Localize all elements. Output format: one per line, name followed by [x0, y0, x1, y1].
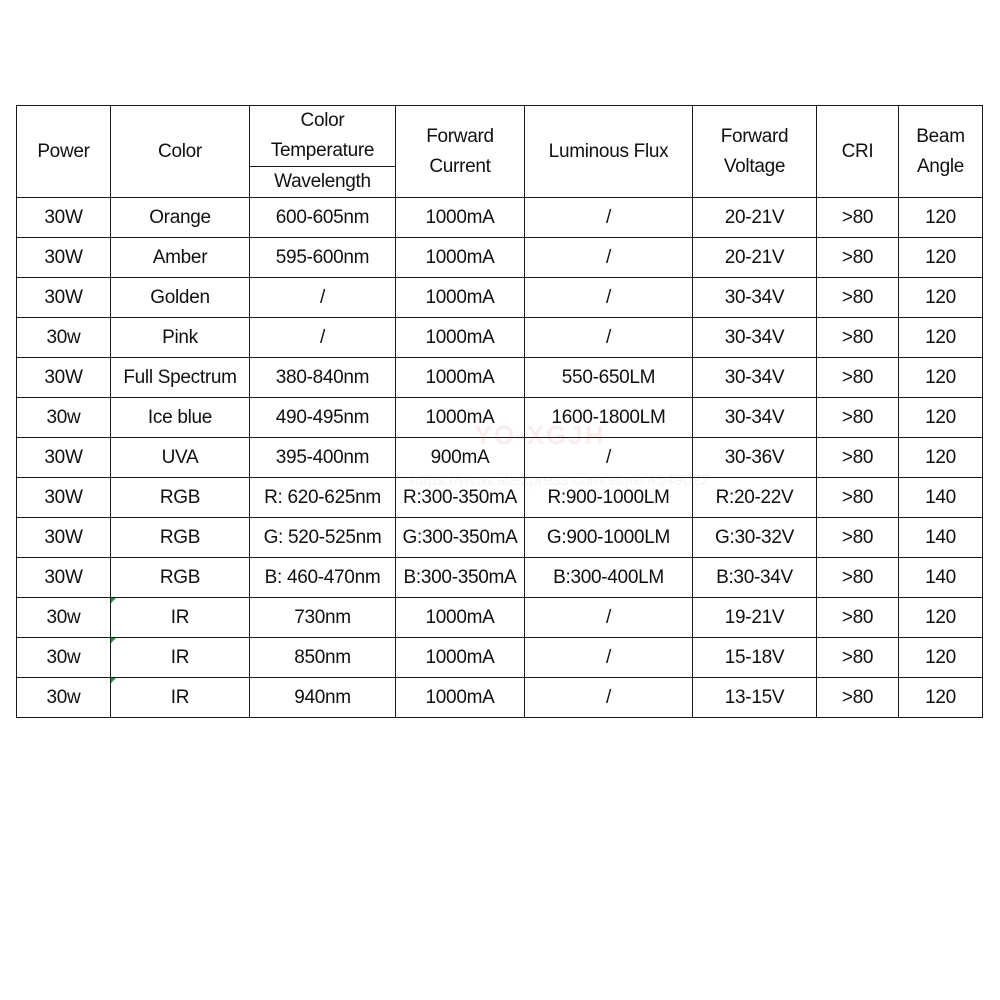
header-power: Power: [17, 106, 111, 198]
table-row: [17, 358, 983, 398]
cell-power: 30w: [17, 638, 111, 678]
cell-beam: 120: [899, 238, 983, 278]
cell-power: 30w: [17, 678, 111, 718]
header-cri: CRI: [817, 106, 899, 198]
header-forward-voltage-line1: Forward: [720, 125, 789, 147]
cell-cri: >80: [817, 278, 899, 318]
cell-flux: B:300-400LM: [525, 558, 693, 598]
cell-voltage: 30-34V: [693, 398, 817, 438]
cell-beam: 120: [899, 398, 983, 438]
cell-power: 30w: [17, 598, 111, 638]
cell-color: Full Spectrum: [111, 358, 250, 398]
cell-color: Golden: [111, 278, 250, 318]
cell-current: 1000mA: [396, 198, 525, 238]
table-row: [17, 598, 983, 638]
cell-power: 30W: [17, 518, 111, 558]
header-beam-angle: [899, 106, 983, 198]
cell-beam: 120: [899, 318, 983, 358]
table-row: [17, 198, 983, 238]
cell-cri: >80: [817, 518, 899, 558]
cell-power: 30w: [17, 318, 111, 358]
cell-power: 30W: [17, 438, 111, 478]
table-row: [17, 318, 983, 358]
cell-color: Ice blue: [111, 398, 250, 438]
cell-wavelength: /: [250, 318, 396, 358]
header-forward-current-line1: Forward: [426, 125, 494, 147]
watermark-brand: YO-XGJH: [474, 420, 606, 450]
header-color: Color: [111, 106, 250, 198]
header-beam-angle-line1: Beam: [916, 125, 965, 147]
cell-wavelength: 600-605nm: [250, 198, 396, 238]
cell-flux: /: [525, 598, 693, 638]
cell-voltage: 15-18V: [693, 638, 817, 678]
cell-voltage: G:30-32V: [693, 518, 817, 558]
cell-wavelength: 395-400nm: [250, 438, 396, 478]
cell-voltage: R:20-22V: [693, 478, 817, 518]
cell-current: B:300-350mA: [396, 558, 525, 598]
cell-cri: >80: [817, 358, 899, 398]
cell-current: 1000mA: [396, 238, 525, 278]
cell-beam: 140: [899, 518, 983, 558]
cell-wavelength: 595-600nm: [250, 238, 396, 278]
table-row: [17, 238, 983, 278]
cell-current: G:300-350mA: [396, 518, 525, 558]
cell-current: 1000mA: [396, 598, 525, 638]
watermark-url: https://www.aliexpress.com/store/4549022: [410, 472, 710, 489]
cell-current: 1000mA: [396, 398, 525, 438]
cell-color: IR: [111, 638, 250, 678]
cell-wavelength: 490-495nm: [250, 398, 396, 438]
header-forward-current-line2: Current: [429, 155, 491, 177]
cell-cri: >80: [817, 438, 899, 478]
cell-voltage: 13-15V: [693, 678, 817, 718]
table-row: [17, 478, 983, 518]
header-color-temperature: [250, 106, 396, 167]
cell-voltage: 30-34V: [693, 358, 817, 398]
cell-cri: >80: [817, 638, 899, 678]
cell-voltage: 30-34V: [693, 278, 817, 318]
table-header: [17, 106, 983, 198]
cell-cri: >80: [817, 478, 899, 518]
cell-power: 30W: [17, 238, 111, 278]
cell-color: IR: [111, 598, 250, 638]
cell-wavelength: 730nm: [250, 598, 396, 638]
table-body: [17, 198, 983, 718]
cell-current: 1000mA: [396, 638, 525, 678]
cell-beam: 120: [899, 358, 983, 398]
cell-wavelength: /: [250, 278, 396, 318]
cell-flux: /: [525, 438, 693, 478]
cell-flux: 550-650LM: [525, 358, 693, 398]
cell-cri: >80: [817, 398, 899, 438]
cell-voltage: 30-36V: [693, 438, 817, 478]
led-spec-table: [16, 105, 983, 718]
cell-beam: 120: [899, 638, 983, 678]
table-row: [17, 398, 983, 438]
cell-voltage: 20-21V: [693, 198, 817, 238]
cell-current: 1000mA: [396, 678, 525, 718]
table-row: [17, 438, 983, 478]
cell-comment-marker: [111, 598, 116, 603]
cell-wavelength: 380-840nm: [250, 358, 396, 398]
cell-color: Amber: [111, 238, 250, 278]
header-luminous-flux: Luminous Flux: [525, 106, 693, 198]
cell-beam: 120: [899, 198, 983, 238]
cell-power: 30W: [17, 278, 111, 318]
cell-color: RGB: [111, 518, 250, 558]
cell-voltage: 19-21V: [693, 598, 817, 638]
cell-color: Pink: [111, 318, 250, 358]
cell-current: 1000mA: [396, 318, 525, 358]
cell-voltage: 30-34V: [693, 318, 817, 358]
cell-comment-marker: [111, 678, 116, 683]
table-row: [17, 518, 983, 558]
cell-flux: G:900-1000LM: [525, 518, 693, 558]
cell-flux: /: [525, 198, 693, 238]
header-forward-current: [396, 106, 525, 198]
cell-beam: 140: [899, 478, 983, 518]
cell-cri: >80: [817, 598, 899, 638]
cell-flux: 1600-1800LM: [525, 398, 693, 438]
cell-cri: >80: [817, 238, 899, 278]
cell-flux: /: [525, 678, 693, 718]
cell-color: Orange: [111, 198, 250, 238]
cell-comment-marker: [111, 638, 116, 643]
cell-wavelength: R: 620-625nm: [250, 478, 396, 518]
cell-flux: /: [525, 318, 693, 358]
table-row: [17, 638, 983, 678]
table-row: [17, 558, 983, 598]
cell-color: RGB: [111, 558, 250, 598]
header-forward-voltage: [693, 106, 817, 198]
cell-beam: 120: [899, 278, 983, 318]
cell-voltage: B:30-34V: [693, 558, 817, 598]
cell-power: 30W: [17, 558, 111, 598]
cell-cri: >80: [817, 318, 899, 358]
cell-wavelength: G: 520-525nm: [250, 518, 396, 558]
cell-beam: 120: [899, 598, 983, 638]
cell-power: 30W: [17, 358, 111, 398]
cell-current: 1000mA: [396, 358, 525, 398]
cell-current: 1000mA: [396, 278, 525, 318]
table-row: [17, 678, 983, 718]
cell-cri: >80: [817, 678, 899, 718]
cell-cri: >80: [817, 558, 899, 598]
cell-voltage: 20-21V: [693, 238, 817, 278]
header-wavelength: Wavelength: [250, 167, 396, 198]
cell-flux: /: [525, 638, 693, 678]
cell-flux: /: [525, 238, 693, 278]
cell-current: 900mA: [396, 438, 525, 478]
header-color-temperature-text: Color Temperature: [270, 110, 375, 161]
cell-wavelength: B: 460-470nm: [250, 558, 396, 598]
cell-beam: 120: [899, 678, 983, 718]
header-beam-angle-line2: Angle: [916, 155, 965, 177]
cell-flux: R:900-1000LM: [525, 478, 693, 518]
cell-flux: /: [525, 278, 693, 318]
cell-wavelength: 850nm: [250, 638, 396, 678]
header-forward-voltage-line2: Voltage: [723, 155, 786, 177]
cell-power: 30W: [17, 198, 111, 238]
cell-color: RGB: [111, 478, 250, 518]
table-row: [17, 278, 983, 318]
cell-color: UVA: [111, 438, 250, 478]
cell-beam: 140: [899, 558, 983, 598]
cell-power: 30w: [17, 398, 111, 438]
cell-power: 30W: [17, 478, 111, 518]
cell-color: IR: [111, 678, 250, 718]
cell-cri: >80: [817, 198, 899, 238]
cell-current: R:300-350mA: [396, 478, 525, 518]
cell-beam: 120: [899, 438, 983, 478]
cell-wavelength: 940nm: [250, 678, 396, 718]
